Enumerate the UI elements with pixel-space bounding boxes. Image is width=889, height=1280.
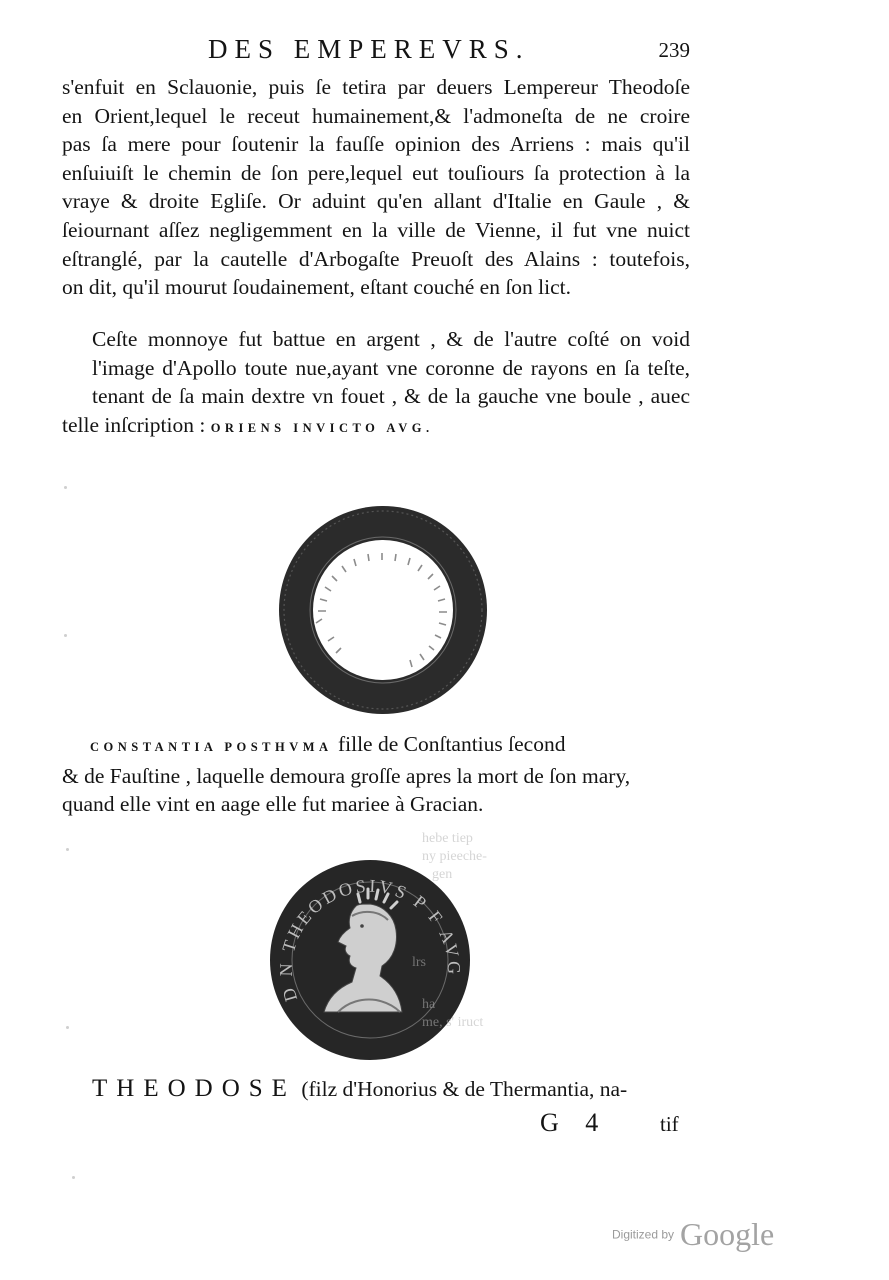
paragraph-valentinian	[62, 73, 690, 302]
text-line: vraye & droite Egliſe. Or aduint qu'en allant d'Italie en Gaule , &	[62, 189, 690, 214]
bleed-through-text	[262, 830, 542, 1070]
bleed-line: lrs	[412, 955, 426, 970]
google-logo: Google	[680, 1216, 775, 1252]
gutter-dot	[72, 1176, 75, 1179]
signature-mark: G 4	[540, 1108, 609, 1137]
gutter-dot	[66, 848, 69, 851]
entry-text: (filz d'Honorius & de Thermantia, na-	[301, 1077, 628, 1101]
bleed-line: ny pieeche-	[422, 849, 487, 864]
page-header	[60, 34, 690, 70]
text-line: ſeiournant aſſez negligemment en la ville de Vienne, il fut vne nuict	[62, 217, 690, 242]
entry-name: THEODOSE	[92, 1075, 296, 1102]
digitized-watermark	[612, 1216, 774, 1253]
caption-line	[90, 730, 690, 762]
text-line: s'enfuit en Sclauonie, puis ſe tetira par deuers Lempereur Theodoſe	[62, 75, 690, 99]
gutter-dot	[64, 634, 67, 637]
text-line-inscription	[62, 411, 690, 443]
text-line: pas ſa mere pour ſoutenir la fauſſe opinion des Arriens : mais qu'il	[62, 132, 690, 157]
inscription-prefix: telle inſcription :	[62, 412, 206, 437]
text-line: en Orient,lequel le receut humainement,& l'admoneſta de ne croire	[62, 103, 690, 128]
caption-line: & de Fauſtine , laquelle demoura groſſe apres la mort de ſon mary,	[62, 763, 631, 788]
text-line: enſuiuiſt le chemin de ſon pere,lequel eut touſiours ſa protection à la	[62, 160, 690, 185]
caption-constantia	[62, 730, 690, 819]
coin-legend: D N THEODOSIVS P F AVG	[275, 875, 465, 1004]
bleed-line: ha	[422, 997, 436, 1012]
text-line: on dit, qu'il mourut ſoudainement, eſtant couché en ſon lict.	[62, 275, 572, 300]
inscription-text: ORIENS INVICTO AVG.	[210, 420, 434, 435]
bleed-line: me, s' iruct	[422, 1015, 484, 1030]
bleed-line: hebe tiep	[422, 831, 473, 846]
text-line: Ceſte monnoye fut battue en argent , & de l'autre coſté on void	[92, 327, 690, 351]
gutter-dot	[66, 1026, 69, 1029]
running-title: DES EMPEREVRS.	[208, 34, 530, 64]
caption-text: fille de Conſtantius ſecond	[337, 732, 566, 756]
bleed-line: gen	[432, 867, 453, 882]
caption-name: CONSTANTIA POSTHVMA	[90, 740, 333, 754]
gutter-dot	[64, 486, 67, 489]
caption-line: quand elle vint en aage elle fut mariee à Gracian.	[62, 792, 484, 817]
entry-theodose	[92, 1075, 690, 1103]
text-line: l'image d'Apollo toute nue,ayant vne coronne de rayons en ſa teſte,	[92, 355, 690, 380]
text-line: eſtranglé, par la cautelle d'Arbogaſte Preuoſt des Alains : toutefois,	[62, 246, 690, 271]
watermark-prefix: Digitized by	[612, 1227, 675, 1242]
paragraph-coin-description	[62, 325, 690, 442]
page-number: 239	[658, 38, 690, 62]
text-line: tenant de ſa main dextre vn fouet , & de la gauche vne boule , auec	[92, 384, 690, 409]
catchword: tif	[660, 1112, 679, 1136]
coin-ring-illustration	[276, 503, 490, 717]
